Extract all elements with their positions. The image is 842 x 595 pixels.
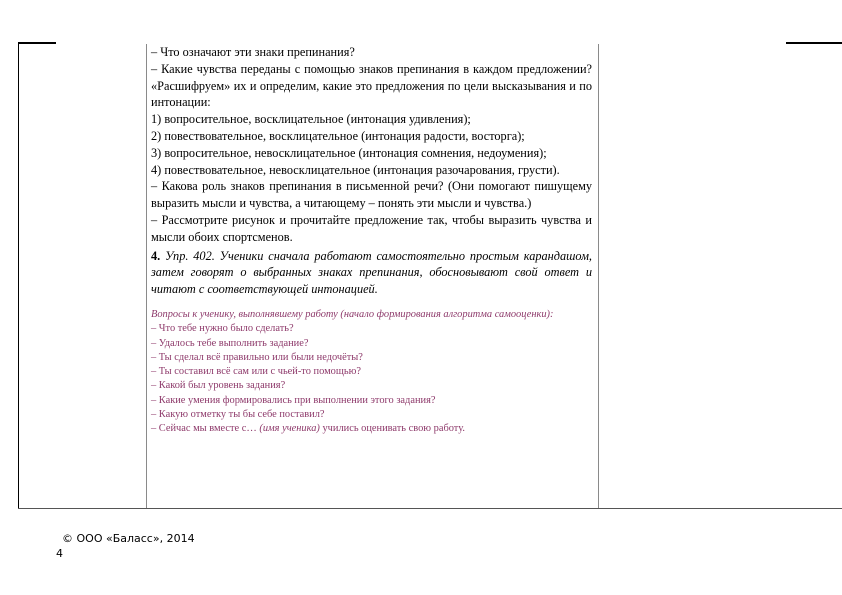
questions-title: Вопросы к ученику, выполнявшему работу (начало формирования алгоритма самооценки): [151, 308, 554, 320]
question-paragraph: – Рассмотрите рисунок и прочитайте предложение так, чтобы выразить чувства и мысли обоих спортсменов. [151, 212, 592, 244]
answer-item: 2) повествовательное, восклицательное (интонация радости, восторга); [151, 128, 525, 143]
exercise-paragraph [151, 248, 592, 298]
question-item: – Какой был уровень задания? [151, 380, 286, 392]
question-item-prefix: – Сейчас мы вместе с… [151, 423, 260, 435]
question-item: – Что тебе нужно было сделать? [151, 323, 294, 335]
answer-item: 4) повествовательное, невосклицательное (интонация разочарования, грусти). [151, 162, 560, 177]
self-assessment-questions [151, 308, 592, 437]
question-item: – Какую отметку ты бы себе поставил? [151, 409, 325, 421]
answer-item: 3) вопросительное, невосклицательное (интонация сомнения, недоумения); [151, 145, 547, 160]
question-paragraph: – Какова роль знаков препинания в письменной речи? (Они помогают пишущему выразить мысли и чувства, а читающему – понять эти мысли и чувства.) [151, 179, 592, 211]
question-item: – Какие умения формировались при выполнении этого задания? [151, 394, 436, 406]
question-item: – Ты сделал всё правильно или были недочёты? [151, 351, 363, 363]
table-bottom-border [18, 508, 842, 509]
table-top-border-left [18, 42, 56, 44]
question-paragraph: – Какие чувства переданы с помощью знаков препинания в каждом предложении? «Расшифруем» их и определим, какие это предложения по цели высказывания и по интонации: [151, 61, 592, 110]
question-item: – Ты составил всё сам или с чьей-то помощью? [151, 366, 361, 378]
page-number: 4 [56, 547, 63, 560]
question-item: – Удалось тебе выполнить задание? [151, 337, 309, 349]
student-name-placeholder: (имя ученика) [259, 423, 320, 435]
question-item-suffix: учились оценивать свою работу. [319, 423, 465, 435]
question-item-last [151, 422, 592, 436]
answer-item: 1) вопросительное, восклицательное (интонация удивления); [151, 112, 471, 127]
copyright-footer: © ООО «Баласс», 2014 [62, 532, 195, 545]
table-column-divider-right [598, 44, 599, 509]
exercise-number: 4. [151, 248, 161, 263]
lesson-content-cell [151, 44, 592, 437]
question-paragraph: – Что означают эти знаки препинания? [151, 45, 355, 59]
exercise-text: Упр. 402. Ученики сначала работают самостоятельно простым карандашом, затем говорят о выбранных знаках препинания, обосновывают свой ответ и читают с соответствующей интонацией. [151, 248, 592, 297]
table-column-divider-left [18, 44, 19, 509]
table-column-divider-middle [146, 44, 147, 509]
table-top-border-right [786, 42, 842, 44]
